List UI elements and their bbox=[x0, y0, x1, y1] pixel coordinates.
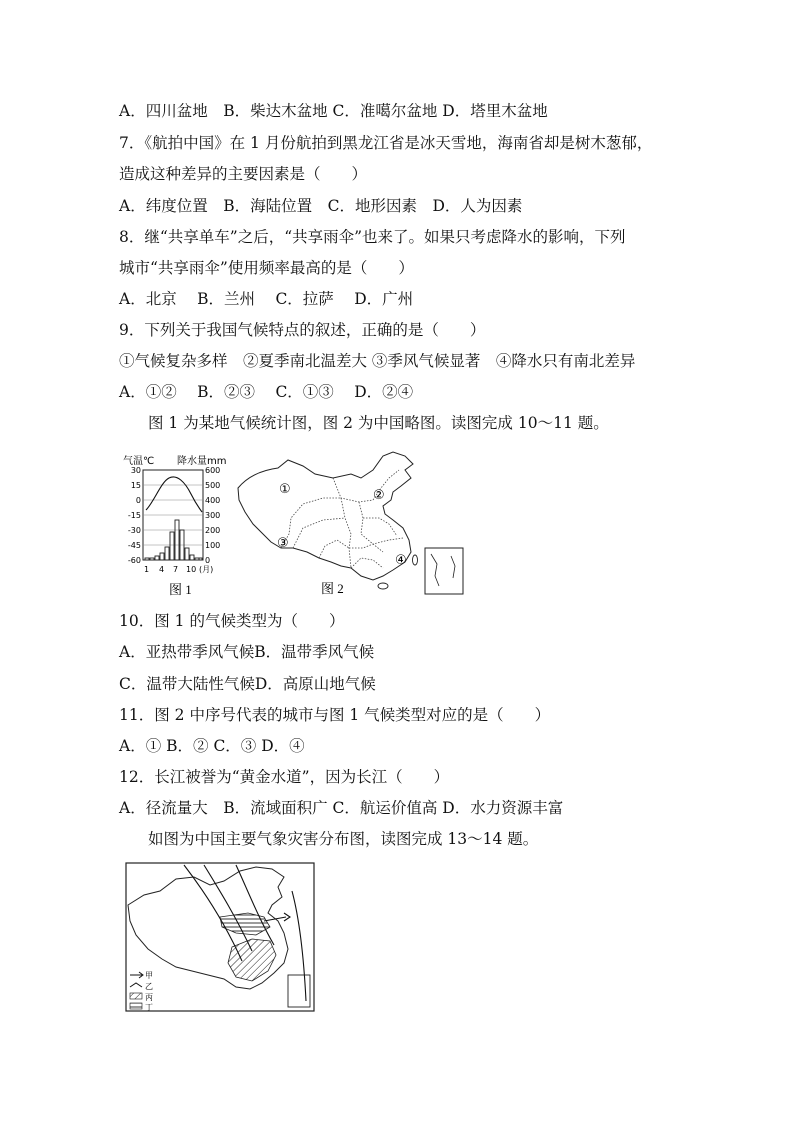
precip-tick: 500 bbox=[205, 481, 221, 490]
month-tick: (月) bbox=[199, 565, 214, 574]
temp-axis-label: 气温℃ bbox=[123, 456, 155, 467]
temp-tick: 15 bbox=[130, 481, 141, 490]
q9-stem: 9．下列关于我国气候特点的叙述，正确的是（ ） bbox=[119, 321, 486, 339]
figure1-caption: 图 1 bbox=[169, 582, 192, 597]
legend-bing-symbol bbox=[130, 993, 142, 999]
marker-4: ④ bbox=[395, 553, 407, 568]
temp-tick: -15 bbox=[127, 511, 141, 520]
month-tick: 10 bbox=[186, 565, 197, 574]
temp-tick: 0 bbox=[135, 496, 141, 505]
temp-tick: -45 bbox=[127, 541, 141, 550]
precip-bar bbox=[199, 558, 202, 560]
precip-bar bbox=[170, 532, 174, 560]
q10-options-ab: A．亚热带季风气候B．温带季风气候 bbox=[119, 643, 375, 661]
month-tick: 4 bbox=[159, 565, 165, 574]
q8-options: A．北京 B．兰州 C．拉萨 D．广州 bbox=[119, 290, 414, 308]
legend-ding-symbol bbox=[130, 1003, 142, 1009]
province-boundary bbox=[293, 518, 345, 548]
china-outline bbox=[238, 452, 413, 580]
legend-yi-symbol bbox=[130, 983, 142, 987]
south-china-sea-inset bbox=[425, 548, 463, 594]
precip-bar bbox=[195, 558, 199, 560]
province-boundary bbox=[351, 558, 383, 568]
inset-coastline bbox=[431, 554, 439, 586]
marker-1: ① bbox=[279, 482, 291, 497]
temp-tick: 30 bbox=[130, 466, 141, 475]
south-china-sea-inset bbox=[288, 975, 310, 1007]
q12-stem: 12．长江被誉为“黄金水道”，因为长江（ ） bbox=[119, 768, 450, 786]
figure2-caption: 图 2 bbox=[321, 581, 344, 596]
province-boundary bbox=[341, 498, 351, 568]
precip-bar bbox=[175, 520, 179, 560]
cold-wave-path bbox=[204, 865, 252, 951]
inset-coastline bbox=[451, 556, 455, 578]
province-boundary bbox=[359, 502, 383, 552]
q9-statements: ①气候复杂多样 ②夏季南北温差大 ③季风气候显著 ④降水只有南北差异 bbox=[119, 352, 636, 370]
province-boundary bbox=[363, 518, 397, 536]
disaster-map-figure3 bbox=[124, 861, 316, 1013]
hainan-island bbox=[378, 583, 388, 589]
map-frame bbox=[126, 863, 314, 1011]
q7-stem-line2: 造成这种差异的主要因素是（ ） bbox=[119, 165, 368, 183]
intro-10-11: 图 1 为某地气候统计图，图 2 为中国略图。读图完成 10～11 题。 bbox=[148, 414, 609, 432]
precip-bar bbox=[155, 556, 159, 560]
precip-bar bbox=[150, 558, 154, 560]
legend-ding: 丁 bbox=[145, 1003, 153, 1012]
precip-tick: 400 bbox=[205, 496, 221, 505]
taiwan-island bbox=[413, 555, 418, 565]
q6-options: A．四川盆地 B．柴达木盆地 C．准噶尔盆地 D．塔里木盆地 bbox=[119, 102, 548, 120]
month-tick: 1 bbox=[144, 565, 150, 574]
legend-yi: 乙 bbox=[145, 982, 153, 991]
marker-2: ② bbox=[373, 488, 385, 503]
climate-chart-figure1 bbox=[119, 452, 229, 600]
q10-options-cd: C．温带大陆性气候D．高原山地气候 bbox=[119, 675, 376, 693]
legend-bing: 丙 bbox=[145, 993, 153, 1002]
precip-bar bbox=[165, 547, 169, 560]
q8-stem-line2: 城市“共享雨伞”使用频率最高的是（ ） bbox=[119, 259, 414, 277]
precip-bar bbox=[190, 555, 194, 560]
legend-jia: 甲 bbox=[145, 971, 153, 980]
q11-stem: 11．图 2 中序号代表的城市与图 1 气候类型对应的是（ ） bbox=[119, 706, 551, 724]
q12-options: A．径流量大 B．流域面积广 C．航运价值高 D．水力资源丰富 bbox=[119, 799, 564, 817]
precip-bar bbox=[185, 548, 189, 560]
china-map-figure2 bbox=[233, 448, 469, 600]
q9-options: A．①② B．②③ C．①③ D．②④ bbox=[119, 383, 414, 401]
q10-stem: 10．图 1 的气候类型为（ ） bbox=[119, 612, 345, 630]
disaster-region-south bbox=[228, 939, 276, 981]
precip-axis-label: 降水量mm bbox=[177, 456, 227, 467]
precip-bar bbox=[145, 558, 149, 560]
province-boundary bbox=[319, 540, 349, 558]
precip-tick: 0 bbox=[205, 556, 211, 565]
precip-bar bbox=[160, 553, 164, 560]
precip-tick: 200 bbox=[205, 526, 221, 535]
precip-tick: 300 bbox=[205, 511, 221, 520]
temp-tick: -30 bbox=[127, 526, 141, 535]
q7-stem-line1: 7．《航拍中国》在 1 月份航拍到黑龙江省是冰天雪地，海南省却是树木葱郁， bbox=[119, 134, 653, 152]
q7-options: A．纬度位置 B．海陆位置 C．地形因素 D．人为因素 bbox=[119, 197, 523, 215]
precip-tick: 600 bbox=[205, 466, 221, 475]
month-tick: 7 bbox=[173, 565, 179, 574]
precip-tick: 100 bbox=[205, 541, 221, 550]
temperature-curve bbox=[146, 477, 202, 512]
q8-stem-line1: 8．继“共享单车”之后，“共享雨伞”也来了。如果只考虑降水的影响，下列 bbox=[119, 228, 626, 246]
q11-options: A．① B．② C．③ D．④ bbox=[119, 737, 305, 755]
arrow-line bbox=[264, 917, 286, 921]
intro-13-14: 如图为中国主要气象灾害分布图，读图完成 13～14 题。 bbox=[148, 830, 539, 848]
typhoon-path bbox=[292, 891, 306, 1001]
marker-3: ③ bbox=[277, 536, 289, 551]
temp-tick: -60 bbox=[127, 556, 141, 565]
province-boundary bbox=[281, 498, 341, 548]
